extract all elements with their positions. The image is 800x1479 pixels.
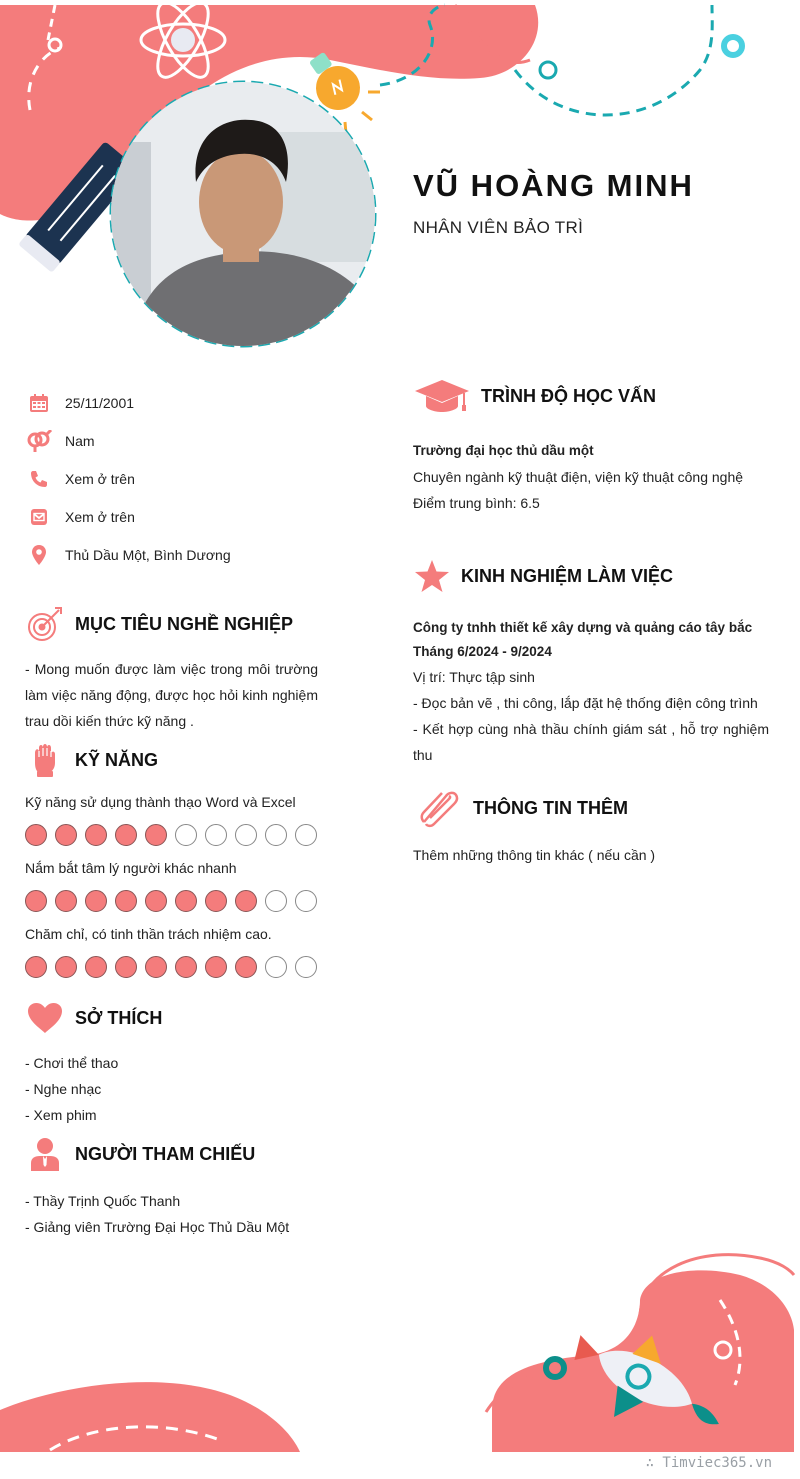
education-header <box>413 376 769 416</box>
hobbies-header <box>25 998 318 1038</box>
rating-dot-filled <box>85 824 107 846</box>
rating-dot-filled <box>25 824 47 846</box>
list-item: - Giảng viên Trường Đại Học Thủ Dầu Một <box>25 1219 290 1235</box>
section-title: KỸ NĂNG <box>75 749 159 770</box>
skill-name: Nắm bắt tâm lý người khác nhanh <box>25 860 237 876</box>
heart-icon <box>25 998 65 1038</box>
rating-dot-empty <box>235 824 257 846</box>
contact-email <box>25 498 318 536</box>
left-column <box>25 384 318 1240</box>
school-name: Trường đại học thủ dầu một <box>413 443 594 458</box>
extra-text: Thêm những thông tin khác ( nếu cần ) <box>413 847 656 863</box>
rating-dot-empty <box>295 956 317 978</box>
company-name: Công ty tnhh thiết kế xây dựng và quảng cáo tây bắc <box>413 620 753 635</box>
rating-dot-empty <box>205 824 227 846</box>
candidate-name: VŨ HOÀNG MINH <box>413 168 694 203</box>
contact-address <box>25 536 318 574</box>
skill-rating <box>25 890 318 912</box>
rating-dot-filled <box>175 890 197 912</box>
contact-text: Thủ Dầu Một, Bình Dương <box>65 547 231 563</box>
section-title: TRÌNH ĐỘ HỌC VẤN <box>481 385 656 406</box>
rating-dot-filled <box>55 824 77 846</box>
experience-block <box>413 616 769 768</box>
gender-icon <box>25 429 53 453</box>
objective-text: - Mong muốn được làm việc trong môi trường làm việc năng động, được học hỏi kinh nghiệm trau dồi kiến thức kỹ năng . <box>25 661 318 729</box>
contact-text: Xem ở trên <box>65 471 135 487</box>
rating-dot-empty <box>175 824 197 846</box>
skills-header <box>25 740 318 780</box>
rating-dot-empty <box>265 824 287 846</box>
contact-text: Xem ở trên <box>65 509 135 525</box>
location-icon <box>25 543 53 567</box>
phone-icon <box>25 467 53 491</box>
list-item: - Xem phim <box>25 1107 97 1123</box>
rating-dot-empty <box>295 890 317 912</box>
job-title: NHÂN VIÊN BẢO TRÌ <box>413 218 584 237</box>
objective-header <box>25 604 318 644</box>
gpa: Điểm trung bình: 6.5 <box>413 495 540 511</box>
list-item: - Nghe nhạc <box>25 1081 102 1097</box>
references-list <box>25 1188 318 1240</box>
rating-dot-filled <box>55 890 77 912</box>
rating-dot-filled <box>115 890 137 912</box>
rating-dot-filled <box>235 956 257 978</box>
avatar-photo-placeholder <box>111 82 375 346</box>
list-item: - Chơi thể thao <box>25 1055 119 1071</box>
references-header <box>25 1134 318 1174</box>
rating-dot-filled <box>115 956 137 978</box>
avatar <box>111 82 375 346</box>
paperclip-icon <box>413 788 463 828</box>
target-icon <box>25 604 65 644</box>
rating-dot-filled <box>145 956 167 978</box>
rating-dot-filled <box>25 890 47 912</box>
rating-dot-filled <box>85 956 107 978</box>
skill-rating <box>25 824 318 846</box>
rating-dot-filled <box>85 890 107 912</box>
skills-list <box>25 794 318 978</box>
section-title: KINH NGHIỆM LÀM VIỆC <box>461 565 674 586</box>
hobbies-list <box>25 1050 318 1128</box>
list-item: - Thầy Trịnh Quốc Thanh <box>25 1193 181 1209</box>
section-title: SỞ THÍCH <box>75 1007 163 1028</box>
experience-header <box>413 556 769 596</box>
contact-gender <box>25 422 318 460</box>
skill-name: Kỹ năng sử dụng thành thạo Word và Excel <box>25 794 296 810</box>
watermark: ∴ Timviec365.vn <box>645 1455 772 1471</box>
contact-text: Nam <box>65 433 95 449</box>
section-title: NGƯỜI THAM CHIẾU <box>75 1143 256 1164</box>
rating-dot-filled <box>235 890 257 912</box>
section-title: THÔNG TIN THÊM <box>473 797 628 818</box>
rating-dot-filled <box>205 956 227 978</box>
education-block <box>413 438 769 516</box>
skill-rating <box>25 956 318 978</box>
rating-dot-filled <box>145 890 167 912</box>
work-position: Vị trí: Thực tập sinh <box>413 669 535 685</box>
rating-dot-empty <box>265 956 287 978</box>
extra-header <box>413 788 769 828</box>
rating-dot-filled <box>55 956 77 978</box>
work-period: Tháng 6/2024 - 9/2024 <box>413 644 552 659</box>
graduation-cap-icon <box>413 376 471 416</box>
work-task: - Đọc bản vẽ , thi công, lắp đặt hệ thống điện công trình <box>413 695 758 711</box>
rating-dot-empty <box>265 890 287 912</box>
contact-list <box>25 384 318 574</box>
calendar-icon <box>25 391 53 415</box>
rating-dot-filled <box>175 956 197 978</box>
rating-dot-filled <box>145 824 167 846</box>
contact-phone <box>25 460 318 498</box>
rating-dot-empty <box>295 824 317 846</box>
rating-dot-filled <box>205 890 227 912</box>
rating-dot-filled <box>115 824 137 846</box>
email-icon <box>25 505 53 529</box>
right-column <box>413 376 769 868</box>
star-icon <box>413 556 451 596</box>
contact-birthday <box>25 384 318 422</box>
skill-name: Chăm chỉ, có tinh thần trách nhiệm cao. <box>25 926 272 942</box>
section-title: MỤC TIÊU NGHỀ NGHIỆP <box>75 613 294 634</box>
contact-text: 25/11/2001 <box>65 395 135 411</box>
rating-dot-filled <box>25 956 47 978</box>
major: Chuyên ngành kỹ thuật điện, viện kỹ thuật công nghệ <box>413 469 744 485</box>
work-task: - Kết hợp cùng nhà thầu chính giám sát , hỗ trợ nghiệm thu <box>413 721 769 763</box>
person-icon <box>25 1134 65 1174</box>
fist-icon <box>25 740 65 780</box>
